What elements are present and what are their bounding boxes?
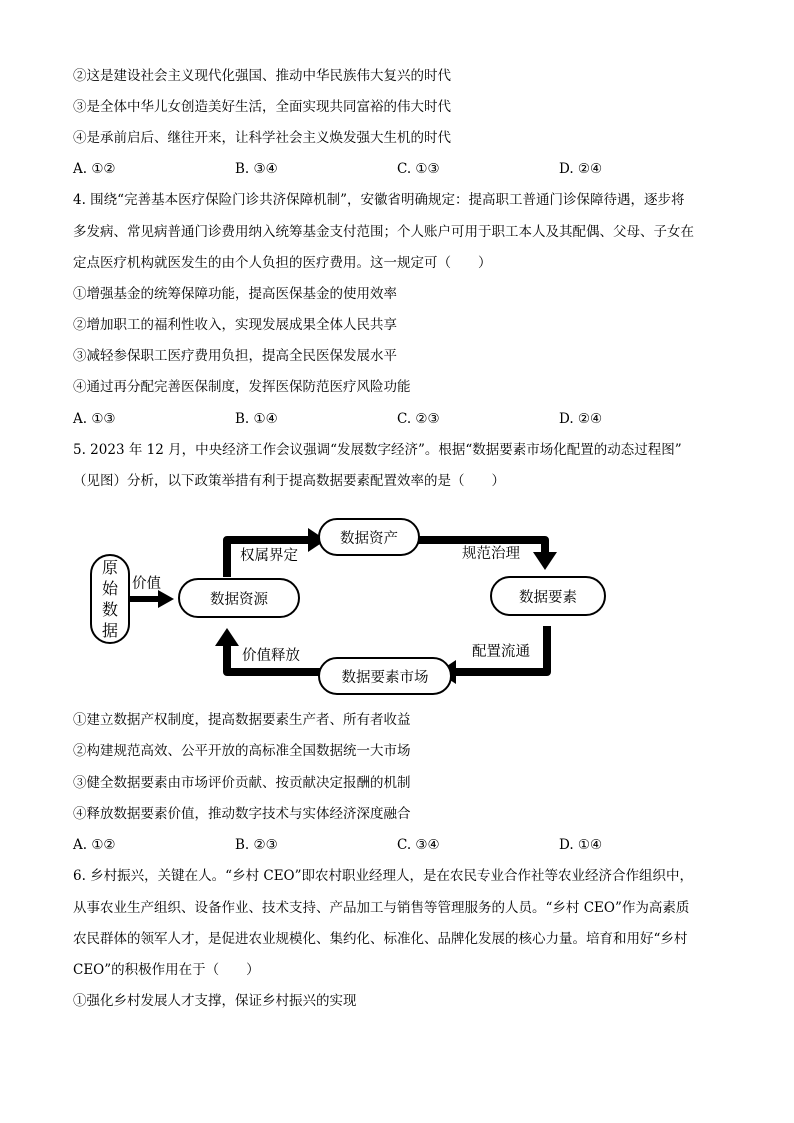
q4-stem-line-3: 定点医疗机构就医发生的由个人负担的医疗费用。这一规定可（ ） [73,255,492,271]
q3-item-2: ②这是建设社会主义现代化强国、推动中华民族伟大复兴的时代 [73,68,451,84]
raw-data-char-4: 据 [101,621,118,640]
arrow-head-to-resources [215,628,239,646]
data-elements-node: 数据要素 [490,576,606,616]
q4-option-b: B. ①④ [235,411,278,427]
q5-item-3: ③健全数据要素由市场评价贡献、按贡献决定报酬的机制 [73,775,411,791]
q4-item-2: ②增加职工的福利性收入，实现发展成果全体人民共享 [73,317,397,333]
q4-item-1: ①增强基金的统筹保障功能，提高医保基金的使用效率 [73,286,397,302]
q4-item-4: ④通过再分配完善医保制度，发挥医保防范医疗风险功能 [73,379,411,395]
q3-item-3: ③是全体中华儿女创造美好生活，全面实现共同富裕的伟大时代 [73,99,451,115]
q4-stem-line-1: 4. 围绕“完善基本医疗保险门诊共济保障机制”，安徽省明确规定：提高职工普通门诊保障待遇，逐步将 [73,192,685,208]
data-allocation-process-diagram [82,512,622,698]
rights-definition-label: 权属界定 [240,548,298,564]
data-assets-node: 数据资产 [318,518,420,556]
q5-stem-line-1: 5. 2023 年 12 月，中央经济工作会议强调“发展数字经济”。根据“数据要素市场化配置的动态过程图” [73,442,682,458]
q4-option-a: A. ①③ [73,411,116,427]
q5-option-a: A. ①② [73,837,116,853]
q3-option-b: B. ③④ [235,161,278,177]
q5-option-d: D. ①④ [559,837,603,853]
data-market-node: 数据要素市场 [318,657,452,695]
q5-item-4: ④释放数据要素价值，推动数字技术与实体经济深度融合 [73,806,411,822]
q6-stem-line-2: 从事农业生产组织、设备作业、技术支持、产品加工与销售等管理服务的人员。“乡村 CEO”作为高素质 [73,900,690,916]
q5-option-b: B. ②③ [235,837,278,853]
q3-item-4: ④是承前启后、继往开来，让科学社会主义焕发强大生机的时代 [73,130,451,146]
raw-data-char-3: 数 [101,600,118,619]
q3-option-a: A. ①② [73,161,116,177]
raw-data-char-2: 始 [101,579,118,598]
q5-stem-line-2: （见图）分析，以下政策举措有利于提高数据要素配置效率的是（ ） [73,473,505,489]
q4-option-d: D. ②④ [559,411,603,427]
value-label: 价值 [132,576,161,592]
raw-data-box [90,554,130,644]
q5-item-1: ①建立数据产权制度，提高数据要素生产者、所有者收益 [73,712,411,728]
arrow-head-to-elements [533,552,557,570]
q5-option-c: C. ③④ [397,837,440,853]
value-release-label: 价值释放 [242,648,300,664]
q6-item-1: ①强化乡村发展人才支撑，保证乡村振兴的实现 [73,993,357,1009]
q3-option-d: D. ②④ [559,161,603,177]
q6-stem-line-4: CEO”的积极作用在于（ ） [73,962,260,978]
q4-stem-line-2: 多发病、常见病普通门诊费用纳入统筹基金支付范围；个人账户可用于职工本人及其配偶、父母、子女在 [73,224,694,240]
governance-label: 规范治理 [462,546,520,562]
circulation-label: 配置流通 [472,644,530,660]
q6-stem-line-1: 6. 乡村振兴，关键在人。“乡村 CEO”即农村职业经理人，是在农民专业合作社等农业经济合作组织中， [73,868,694,884]
data-resources-node: 数据资源 [178,578,300,618]
q4-item-3: ③减轻参保职工医疗费用负担，提高全民医保发展水平 [73,348,397,364]
raw-data-char-1: 原 [101,558,118,577]
q5-item-2: ②构建规范高效、公平开放的高标准全国数据统一大市场 [73,743,411,759]
q4-option-c: C. ②③ [397,411,440,427]
q3-option-c: C. ①③ [397,161,440,177]
q6-stem-line-3: 农民群体的领军人才，是促进农业规模化、集约化、标准化、品牌化发展的核心力量。培育和用好“乡村 [73,931,688,947]
